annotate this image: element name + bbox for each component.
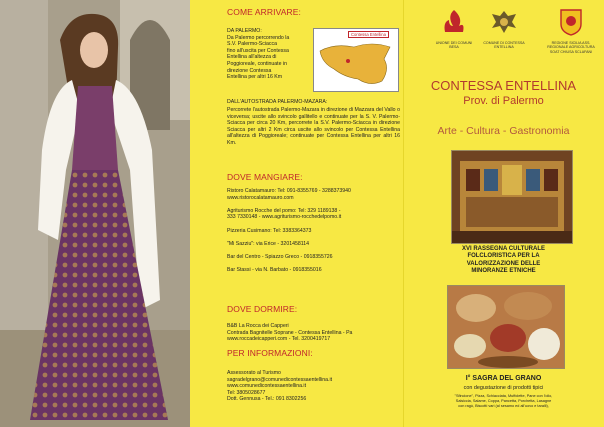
restaurant-line: www.ristorocalatamauro.com — [227, 194, 294, 201]
restaurant-line: Pizzeria Cusimano: Tel: 3383364373 — [227, 227, 312, 234]
contact-info — [227, 370, 332, 403]
double-eagle-crest-icon — [490, 8, 518, 36]
restaurant-line — [227, 221, 351, 228]
costume-photo — [0, 0, 190, 427]
event-line: FOLCLORISTICA PER LA — [467, 253, 540, 260]
contact-line: Dott. Gennusa - Tel.: 091 8302256 — [227, 396, 307, 403]
accommodation-info — [227, 323, 352, 343]
church-interior-photo — [451, 150, 573, 244]
contact-line: sagradelgrano@comunedicontessaentellina.it — [227, 376, 333, 383]
product-line: con ragù, Biscotti vari (al sesamo ed all'uovo e taralli), — [458, 404, 549, 408]
restaurant-line — [227, 247, 351, 254]
sicily-map-illustration — [314, 29, 398, 91]
from-palermo-line: DA PALERMO: — [227, 28, 262, 34]
woman-in-costume-illustration — [0, 0, 190, 427]
from-highway-title: DALL'AUTOSTRADA PALERMO-MAZARA: — [227, 99, 328, 105]
from-palermo-line: Entellina per altri 16 Km — [227, 74, 283, 81]
restaurant-line: Agriturismo Rocche del pomo: Tel: 329 1189138 - — [227, 207, 341, 214]
where-to-sleep-title: DOVE DORMIRE: — [227, 304, 298, 314]
restaurant-line — [227, 201, 351, 208]
tagline: Arte - Cultura - Gastronomia — [437, 125, 570, 137]
event-line: MINORANZE ETNICHE — [471, 268, 536, 275]
product-line: "Sfincione", Pizza, Schiacciata, Muffolette, Pane con l'olio, — [454, 394, 553, 398]
church-interior-illustration — [452, 151, 572, 243]
restaurant-line — [227, 234, 351, 241]
region-caption: REGIONE SICILIA ASS. REGIONALE AGRICOLTURA SOAT CHIUSA SCLAFANI — [547, 41, 595, 54]
sicily-map — [313, 28, 399, 92]
restaurant-line — [227, 261, 351, 268]
food-platter-illustration — [448, 286, 564, 368]
accommodation-line: Contrada Bagnitelle Soprane - Contessa Entellina - Pa — [227, 329, 353, 336]
region-sicily-logo — [547, 8, 595, 56]
information-title: PER INFORMAZIONI: — [227, 348, 313, 358]
from-palermo-line: Entellina all'altezza di — [227, 54, 277, 61]
flame-emblem-icon — [441, 8, 467, 36]
municipality-logo — [481, 8, 527, 56]
from-palermo-line: fino all'uscita per Contessa — [227, 47, 289, 54]
besa-union-logo — [431, 8, 477, 56]
map-label: Contessa Entellina — [348, 31, 389, 38]
accommodation-line: B&B La Rocca dei Capperi — [227, 323, 289, 329]
restaurant-line: Bar del Centro - Spiazzo Greco - 0918355726 — [227, 253, 333, 260]
from-palermo-line: Poggioreale, continuate in — [227, 60, 287, 67]
municipality-caption: COMUNE DI CONTESSA ENTELLINA — [483, 41, 525, 50]
product-line: Salsiccia, Salame, Coppa, Pancetta, Porchetta, Lasagne — [455, 399, 552, 403]
contact-line: Tel: 3805028677 — [227, 389, 266, 396]
province-subtitle: Prov. di Palermo — [463, 95, 544, 107]
restaurant-line: 333 7330148 - www.agriturismo-rocchedelpomo.it — [227, 214, 342, 221]
event-description — [403, 246, 604, 276]
accommodation-line: www.roccadeicapperi.com - Tel. 3200419717 — [227, 336, 331, 343]
restaurant-line: Ristoro Calatamauro: Tel: 091-8355769 - 3288373940 — [227, 188, 351, 194]
contact-line: www.comunedicontessaentellina.it — [227, 383, 307, 390]
wheat-fair-subtitle: con degustazione di prodotti tipici — [463, 385, 544, 391]
where-to-eat-title: DOVE MANGIARE: — [227, 172, 303, 182]
restaurant-line: "Mi Sazziu": via Erice - 3201458114 — [227, 240, 310, 247]
contact-line: Assessorato al Turismo — [227, 370, 281, 376]
event-line: VALORIZZAZIONE DELLE — [466, 260, 541, 267]
from-palermo-line: S.V. Palermo-Sciacca — [227, 41, 277, 48]
from-palermo-directions — [227, 28, 289, 81]
restaurants-list — [227, 188, 351, 274]
town-title: CONTESSA ENTELLINA — [430, 78, 577, 93]
event-line: XVI RASSEGNA CULTURALE — [461, 246, 545, 252]
besa-union-caption: UNIONE DEI COMUNI BESA — [435, 41, 473, 50]
restaurant-line: Bar Stassi - via N. Barbato - 0918355016 — [227, 267, 322, 274]
from-highway-directions: Percorrete l'autostrada Palermo-Mazara in direzione di Mazzara del Vallo o viceversa; uscite allo svincolo gallitello e continuate per la S. V. Palermo-Sciacca per circa 20 Km, percorrete la S.V. Palermo-Sciacca in direzione Sciacca per altri 2 Km circa uscite allo svincolo per Contessa Entellina all'altezza di Poggioreale; continuate per Contessa Entellina per altri 16 Km. — [227, 107, 400, 146]
how-to-arrive-title: COME ARRIVARE: — [227, 7, 301, 17]
typical-food-photo — [447, 285, 565, 369]
from-palermo-line: Da Palermo percorrendo la — [227, 34, 290, 41]
wheat-fair-title: I° SAGRA DEL GRANO — [465, 375, 542, 382]
trinacria-shield-icon — [558, 8, 584, 36]
typical-products-list — [403, 394, 604, 409]
fold-divider — [403, 0, 404, 427]
from-palermo-line: direzione Contessa — [227, 67, 272, 74]
